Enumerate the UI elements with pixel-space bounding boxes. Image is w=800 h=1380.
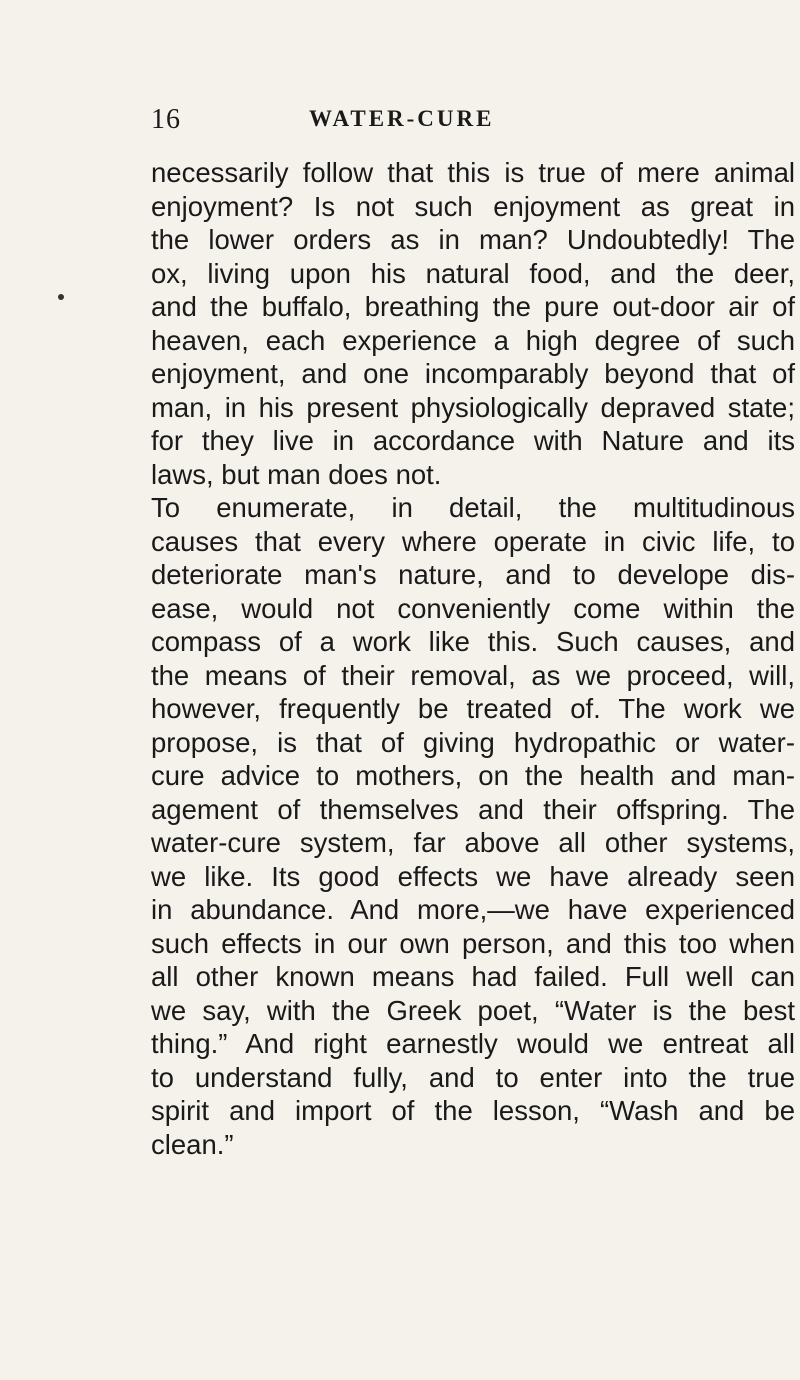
text-line: compass of a work like this. Such causes, and bbox=[151, 626, 795, 657]
text-line: deteriorate man's nature, and to develope dis- bbox=[151, 559, 795, 590]
text-line: cure advice to mothers, on the health and man- bbox=[151, 760, 795, 791]
running-title: WATER-CURE bbox=[309, 106, 495, 131]
text-line: the lower orders as in man? Undoubtedly! The bbox=[151, 224, 795, 255]
text-line: and the buffalo, breathing the pure out-door air of bbox=[151, 291, 795, 322]
text-line: To enumerate, in detail, the multitudinous bbox=[151, 492, 795, 523]
text-line: thing.” And right earnestly would we entreat all bbox=[151, 1028, 795, 1059]
page-number: 16 bbox=[151, 104, 181, 135]
text-line: laws, but man does not. bbox=[151, 458, 442, 490]
text-line: to understand fully, and to enter into the true bbox=[151, 1061, 795, 1093]
text-line: enjoyment, and one incomparably beyond that of bbox=[151, 358, 795, 389]
text-line: agement of themselves and their offspring. The bbox=[151, 793, 795, 825]
text-line: water-cure system, far above all other systems, bbox=[151, 827, 795, 858]
text-line: for they live in accordance with Nature and its bbox=[151, 425, 795, 456]
text-line: the means of their removal, as we proceed, will, bbox=[151, 659, 795, 691]
text-line: enjoyment? Is not such enjoyment as great in bbox=[151, 190, 795, 222]
text-line: ease, would not conveniently come within the bbox=[151, 592, 795, 624]
text-line: propose, is that of giving hydropathic or water- bbox=[151, 726, 795, 758]
body-text bbox=[151, 156, 795, 1161]
text-line: in abundance. And more,—we have experienced bbox=[151, 894, 795, 925]
text-line: such effects in our own person, and this too when bbox=[151, 927, 795, 959]
text-line: we say, with the Greek poet, “Water is the best bbox=[151, 994, 795, 1026]
text-line: however, frequently be treated of. The work we bbox=[151, 693, 795, 724]
text-line: causes that every where operate in civic life, to bbox=[151, 525, 795, 557]
ink-speck bbox=[58, 294, 64, 300]
text-line: clean.” bbox=[151, 1128, 234, 1160]
text-line: heaven, each experience a high degree of such bbox=[151, 324, 795, 356]
text-line: ox, living upon his natural food, and the deer, bbox=[151, 257, 795, 289]
text-line: spirit and import of the lesson, “Wash and be bbox=[151, 1095, 795, 1126]
running-head bbox=[151, 104, 791, 144]
text-line: we like. Its good effects we have already seen bbox=[151, 860, 795, 892]
text-line: necessarily follow that this is true of mere animal bbox=[151, 157, 795, 188]
text-line: all other known means had failed. Full well can bbox=[151, 961, 795, 992]
text-line: man, in his present physiologically depraved state; bbox=[151, 391, 795, 423]
